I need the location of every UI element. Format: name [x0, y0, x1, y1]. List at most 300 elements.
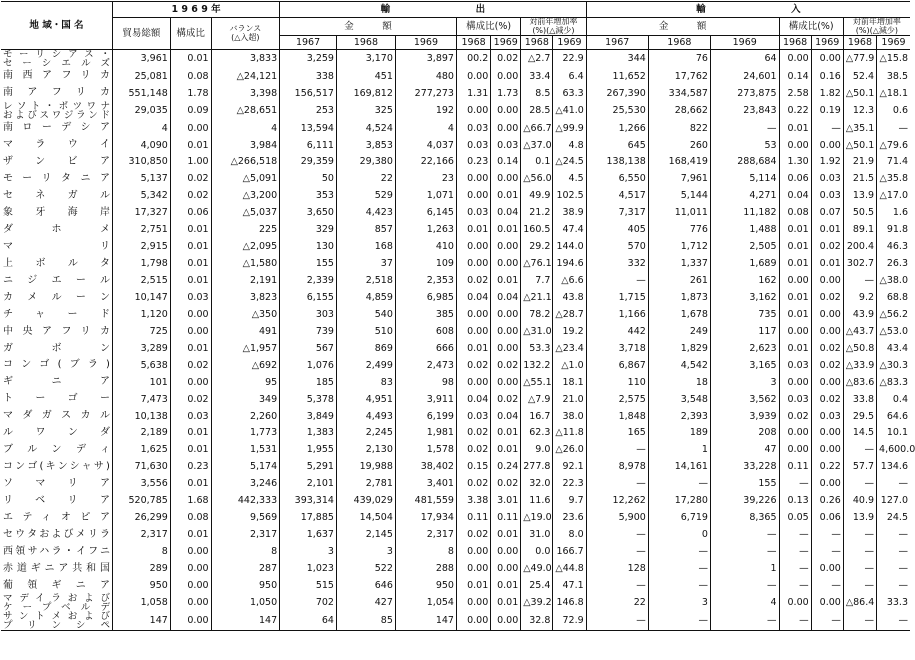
cell-img69: 4,600.0 — [877, 442, 910, 459]
cell-balance: 491 — [211, 323, 280, 340]
cell-img69: 91.8 — [877, 222, 910, 239]
cell-ex69: 1,071 — [395, 188, 456, 205]
cell-exs69: 0.03 — [491, 137, 521, 154]
cell-im68: 1,829 — [648, 340, 710, 357]
cell-total: 7,473 — [112, 391, 170, 408]
region-name: カメルーン — [3, 291, 110, 303]
region-name: ブルンディ — [3, 444, 110, 456]
cell-ex67: 1,076 — [280, 357, 337, 374]
trade-total-header: 貿易総額 — [112, 18, 170, 50]
cell-img69: 71.4 — [877, 154, 910, 171]
cell-ims68: — — [779, 543, 811, 560]
cell-exg69: △41.0 — [553, 102, 586, 120]
cell-exg68: 49.9 — [521, 188, 553, 205]
cell-ex69: 1,981 — [395, 425, 456, 442]
cell-exs69: 0.00 — [491, 238, 521, 255]
cell-ims68: 0.02 — [779, 408, 811, 425]
cell-ims69: 1.92 — [811, 154, 843, 171]
cell-img69: 24.5 — [877, 509, 910, 526]
cell-total: 289 — [112, 560, 170, 577]
cell-share: 0.02 — [170, 171, 211, 188]
cell-share: 0.01 — [170, 137, 211, 154]
region-name: ギニア — [3, 376, 110, 388]
cell-im68: 261 — [648, 272, 710, 289]
region-name — [1, 594, 112, 612]
cell-im67: — — [586, 577, 648, 594]
cell-share: 1.78 — [170, 85, 211, 102]
cell-im69: 155 — [710, 476, 779, 493]
cell-ex68: 3,853 — [336, 137, 395, 154]
table-row — [1, 323, 910, 340]
cell-share: 0.23 — [170, 459, 211, 476]
region-name: ルワンダ — [3, 427, 110, 439]
cell-exg69: 166.7 — [553, 543, 586, 560]
export-1968-header: 1968 — [336, 36, 395, 50]
cell-ex69: 23 — [395, 171, 456, 188]
cell-ex68: 83 — [336, 374, 395, 391]
cell-ims69: 0.00 — [811, 374, 843, 391]
cell-exs69: 0.01 — [491, 442, 521, 459]
cell-exs69: 0.00 — [491, 68, 521, 85]
cell-exg69: 144.0 — [553, 238, 586, 255]
cell-exs68: 0.01 — [456, 340, 490, 357]
cell-im67: 25,530 — [586, 102, 648, 120]
table-body — [1, 49, 915, 632]
cell-exg69: 19.2 — [553, 323, 586, 340]
cell-ex69: 147 — [395, 612, 456, 631]
region-name: セウタおよびメリラ — [3, 528, 110, 540]
cell-total: 1,120 — [112, 306, 170, 323]
cell-exs68: 0.02 — [456, 425, 490, 442]
table-row — [1, 357, 910, 374]
cell-im69: — — [710, 577, 779, 594]
cell-exs68: 0.00 — [456, 374, 490, 391]
cell-exg68: 53.3 — [521, 340, 553, 357]
cell-im68: 1,678 — [648, 306, 710, 323]
table-row — [1, 493, 910, 510]
cell-balance: △24,121 — [211, 68, 280, 85]
cell-im69: 3,939 — [710, 408, 779, 425]
cell-im69: — — [710, 543, 779, 560]
cell-im69: 2,623 — [710, 340, 779, 357]
cell-ex69: 277,273 — [395, 85, 456, 102]
table-row — [1, 205, 910, 222]
cell-total: 147 — [112, 612, 170, 631]
cell-exs68: 0.23 — [456, 154, 490, 171]
cell-im68: 168,419 — [648, 154, 710, 171]
cell-exs69: 0.00 — [491, 323, 521, 340]
cell-im67: — — [586, 612, 648, 631]
cell-share: 0.00 — [170, 612, 211, 631]
cell-exg68: △56.0 — [521, 171, 553, 188]
cell-balance: △1,580 — [211, 255, 280, 272]
cell-img68: △35.1 — [843, 120, 876, 137]
cell-im69: 47 — [710, 442, 779, 459]
cell-ex67: 155 — [280, 255, 337, 272]
import-growth-header: 対前年増加率 (%)(△減少) — [843, 18, 910, 36]
cell-img69: 10.1 — [877, 425, 910, 442]
cell-exs68: 0.04 — [456, 391, 490, 408]
cell-im69: — — [710, 526, 779, 543]
table-row — [1, 85, 910, 102]
cell-ex67: 1,955 — [280, 442, 337, 459]
cell-im68: — — [648, 476, 710, 493]
cell-ims68: — — [779, 560, 811, 577]
cell-balance: 3,984 — [211, 137, 280, 154]
cell-ims68: 0.00 — [779, 594, 811, 612]
region-name-line: ケープベルデ — [3, 602, 110, 614]
cell-ex68: 857 — [336, 222, 395, 239]
cell-total: 1,058 — [112, 594, 170, 612]
cell-im69: 64 — [710, 50, 779, 69]
cell-img68: 200.4 — [843, 238, 876, 255]
region-name — [1, 50, 112, 69]
cell-exs68: 00.2 — [456, 50, 490, 69]
cell-im68: 18 — [648, 374, 710, 391]
cell-im69: 3,165 — [710, 357, 779, 374]
cell-ex69: 410 — [395, 238, 456, 255]
cell-ex69: 2,473 — [395, 357, 456, 374]
cell-ex69: 2,353 — [395, 272, 456, 289]
cell-ex68: 540 — [336, 306, 395, 323]
cell-total: 29,035 — [112, 102, 170, 120]
cell-exs69: 0.04 — [491, 289, 521, 306]
region-name: ザンビア — [3, 156, 110, 168]
cell-img68: 50.5 — [843, 205, 876, 222]
cell-balance: 950 — [211, 577, 280, 594]
cell-im67: 645 — [586, 137, 648, 154]
cell-img68: 21.5 — [843, 171, 876, 188]
table-row — [1, 289, 910, 306]
cell-im69: 8,365 — [710, 509, 779, 526]
cell-ims69: 0.02 — [811, 357, 843, 374]
cell-exg68: 33.4 — [521, 68, 553, 85]
cell-ims69: — — [811, 577, 843, 594]
cell-exs69: 0.00 — [491, 560, 521, 577]
cell-exs68: 0.15 — [456, 459, 490, 476]
cell-ims68: 0.01 — [779, 306, 811, 323]
cell-ims69: 0.02 — [811, 391, 843, 408]
cell-ims68: 0.01 — [779, 120, 811, 137]
region-name-line: マデイラおよび — [3, 593, 110, 605]
cell-ex69: 950 — [395, 577, 456, 594]
export-growth-1969-header: 1969 — [553, 36, 586, 50]
cell-exg68: 0.1 — [521, 154, 553, 171]
cell-ims68: 0.06 — [779, 171, 811, 188]
cell-exg68: 32.0 — [521, 476, 553, 493]
cell-total: 4 — [112, 120, 170, 137]
cell-ex67: 702 — [280, 594, 337, 612]
cell-exg69: △24.5 — [553, 154, 586, 171]
cell-img69: △79.6 — [877, 137, 910, 154]
trade-statistics-sheet — [1, 1, 915, 632]
cell-ims69: 0.00 — [811, 476, 843, 493]
cell-exs68: 0.00 — [456, 560, 490, 577]
cell-im67: 1,166 — [586, 306, 648, 323]
cell-share: 0.01 — [170, 238, 211, 255]
cell-img68: 302.7 — [843, 255, 876, 272]
import-share-header: 構成比(%) — [779, 18, 843, 36]
exports-header: 輸 出 — [280, 2, 586, 18]
cell-balance: 1,050 — [211, 594, 280, 612]
cell-ex69: 109 — [395, 255, 456, 272]
cell-img69: △18.1 — [877, 85, 910, 102]
cell-im69: 3,562 — [710, 391, 779, 408]
cell-ims68: 0.05 — [779, 509, 811, 526]
export-share-1968-header: 1968 — [456, 36, 490, 50]
cell-ims69: 0.00 — [811, 137, 843, 154]
cell-ex68: 4,859 — [336, 289, 395, 306]
table-row — [1, 50, 910, 69]
cell-exs68: 0.01 — [456, 222, 490, 239]
cell-ex69: 17,934 — [395, 509, 456, 526]
cell-share: 0.08 — [170, 68, 211, 85]
cell-ex67: 185 — [280, 374, 337, 391]
cell-balance: 95 — [211, 374, 280, 391]
cell-ims69: 0.07 — [811, 205, 843, 222]
cell-img69: 64.6 — [877, 408, 910, 425]
cell-ims69: 0.00 — [811, 425, 843, 442]
cell-img69: 43.4 — [877, 340, 910, 357]
cell-exg68: △55.1 — [521, 374, 553, 391]
cell-im69: 4,271 — [710, 188, 779, 205]
cell-ex68: 85 — [336, 612, 395, 631]
cell-im67: 22 — [586, 594, 648, 612]
cell-total: 5,342 — [112, 188, 170, 205]
cell-ims69: 0.26 — [811, 493, 843, 510]
region-name: トーゴー — [3, 393, 110, 405]
cell-ims69: 0.00 — [811, 306, 843, 323]
cell-ims69: 0.01 — [811, 255, 843, 272]
table-row — [1, 526, 910, 543]
table-row — [1, 120, 910, 137]
cell-balance: 4 — [211, 120, 280, 137]
cell-ex69: 480 — [395, 68, 456, 85]
region-name-line: セーシエルズ — [3, 58, 110, 69]
cell-balance: 2,317 — [211, 526, 280, 543]
region-name: エティオピア — [3, 511, 110, 523]
cell-exs68: 3.38 — [456, 493, 490, 510]
cell-im67: — — [586, 476, 648, 493]
cell-ex68: 2,781 — [336, 476, 395, 493]
table-row — [1, 425, 910, 442]
cell-img69: — — [877, 120, 910, 137]
cell-exg69: 21.0 — [553, 391, 586, 408]
cell-ex67: 353 — [280, 188, 337, 205]
cell-im69: 39,226 — [710, 493, 779, 510]
cell-ims68: 0.00 — [779, 323, 811, 340]
cell-ex68: 427 — [336, 594, 395, 612]
cell-ex68: 19,988 — [336, 459, 395, 476]
cell-exg68: △66.7 — [521, 120, 553, 137]
cell-exg69: 9.7 — [553, 493, 586, 510]
cell-share: 0.02 — [170, 391, 211, 408]
cell-ex68: 2,518 — [336, 272, 395, 289]
cell-img68: — — [843, 560, 876, 577]
cell-ims68: 0.22 — [779, 102, 811, 120]
cell-exg68: 11.6 — [521, 493, 553, 510]
cell-im67: 267,390 — [586, 85, 648, 102]
cell-ex67: 6,111 — [280, 137, 337, 154]
cell-img68: △50.8 — [843, 340, 876, 357]
cell-im67: 11,652 — [586, 68, 648, 85]
cell-share: 0.00 — [170, 306, 211, 323]
cell-im69: — — [710, 612, 779, 631]
cell-im67: 344 — [586, 50, 648, 69]
cell-ims69: 0.01 — [811, 222, 843, 239]
cell-im67: 5,900 — [586, 509, 648, 526]
cell-img69: 46.3 — [877, 238, 910, 255]
cell-im69: — — [710, 120, 779, 137]
cell-im68: 334,587 — [648, 85, 710, 102]
cell-ex69: 1,054 — [395, 594, 456, 612]
region-name: モーリタニア — [3, 173, 110, 185]
cell-im67: 2,575 — [586, 391, 648, 408]
cell-ex68: 3,170 — [336, 50, 395, 69]
cell-exg68: △2.7 — [521, 50, 553, 69]
region-name: セネガル — [3, 190, 110, 202]
cell-im68: — — [648, 560, 710, 577]
cell-ex69: 1,578 — [395, 442, 456, 459]
cell-ex67: 50 — [280, 171, 337, 188]
cell-total: 2,515 — [112, 272, 170, 289]
table-row — [1, 543, 910, 560]
cell-total: 71,630 — [112, 459, 170, 476]
cell-ims68: 0.03 — [779, 391, 811, 408]
cell-balance: △266,518 — [211, 154, 280, 171]
table-row — [1, 340, 910, 357]
cell-share: 0.00 — [170, 374, 211, 391]
table-row — [1, 171, 910, 188]
cell-share: 0.08 — [170, 509, 211, 526]
cell-ims69: — — [811, 543, 843, 560]
import-growth-1969-header: 1969 — [877, 36, 910, 50]
region-name-line: レソト・ボツワナ — [3, 100, 110, 112]
cell-exs69: 1.73 — [491, 85, 521, 102]
cell-exs69: 0.00 — [491, 255, 521, 272]
cell-ex67: 338 — [280, 68, 337, 85]
table-row — [1, 374, 910, 391]
cell-img68: 52.4 — [843, 68, 876, 85]
cell-ex67: 3,650 — [280, 205, 337, 222]
region-name: コンゴ(キンシャサ) — [3, 461, 110, 473]
cell-balance: △5,037 — [211, 205, 280, 222]
cell-im69: 3,162 — [710, 289, 779, 306]
cell-share: 0.00 — [170, 594, 211, 612]
cell-img69: △38.0 — [877, 272, 910, 289]
table-row — [1, 154, 910, 171]
cell-ex67: 2,101 — [280, 476, 337, 493]
cell-ex68: 22 — [336, 171, 395, 188]
region-name: マラウイ — [3, 139, 110, 151]
cell-exg68: △39.2 — [521, 594, 553, 612]
cell-exs69: 0.04 — [491, 205, 521, 222]
cell-ex69: 98 — [395, 374, 456, 391]
export-1967-header: 1967 — [280, 36, 337, 50]
cell-img69: △56.2 — [877, 306, 910, 323]
cell-ex68: 4,423 — [336, 205, 395, 222]
cell-img68: 33.8 — [843, 391, 876, 408]
cell-im67: — — [586, 543, 648, 560]
cell-exs68: 0.00 — [456, 306, 490, 323]
cell-exs69: 0.01 — [491, 425, 521, 442]
cell-im68: 2,393 — [648, 408, 710, 425]
cell-exg68: 7.7 — [521, 272, 553, 289]
cell-balance: △28,651 — [211, 102, 280, 120]
cell-share: 0.01 — [170, 476, 211, 493]
cell-ex67: 2,339 — [280, 272, 337, 289]
cell-exs69: 0.01 — [491, 577, 521, 594]
cell-im69: 1,488 — [710, 222, 779, 239]
cell-exg68: 28.5 — [521, 102, 553, 120]
cell-share: 0.09 — [170, 102, 211, 120]
cell-ims69: 0.22 — [811, 459, 843, 476]
cell-im68: 17,762 — [648, 68, 710, 85]
cell-im68: — — [648, 612, 710, 631]
region-name — [1, 102, 112, 120]
cell-ex67: 393,314 — [280, 493, 337, 510]
export-share-header: 構成比(%) — [456, 18, 520, 36]
cell-exs69: 3.01 — [491, 493, 521, 510]
cell-exs69: 0.02 — [491, 391, 521, 408]
cell-img69: 0.6 — [877, 102, 910, 120]
cell-im68: 3 — [648, 594, 710, 612]
cell-ex69: 192 — [395, 102, 456, 120]
cell-img69: 127.0 — [877, 493, 910, 510]
cell-exs68: 0.00 — [456, 188, 490, 205]
cell-ims68: 0.00 — [779, 374, 811, 391]
cell-im69: 162 — [710, 272, 779, 289]
cell-im68: — — [648, 577, 710, 594]
region-name-line: プリンシペ — [3, 620, 110, 632]
cell-im68: 776 — [648, 222, 710, 239]
cell-balance: 3,246 — [211, 476, 280, 493]
cell-ex68: 646 — [336, 577, 395, 594]
cell-ex68: 3 — [336, 543, 395, 560]
cell-exg68: 277.8 — [521, 459, 553, 476]
cell-ims68: — — [779, 577, 811, 594]
cell-ims68: 0.04 — [779, 188, 811, 205]
cell-im68: 260 — [648, 137, 710, 154]
cell-ex67: 6,155 — [280, 289, 337, 306]
cell-total: 1,798 — [112, 255, 170, 272]
cell-im68: 1,712 — [648, 238, 710, 255]
cell-im67: 165 — [586, 425, 648, 442]
cell-balance: 287 — [211, 560, 280, 577]
cell-ims68: 0.00 — [779, 425, 811, 442]
cell-ex69: 22,166 — [395, 154, 456, 171]
cell-img69: △17.0 — [877, 188, 910, 205]
cell-exs69: 0.00 — [491, 374, 521, 391]
cell-exs68: 0.02 — [456, 272, 490, 289]
cell-share: 1.00 — [170, 154, 211, 171]
cell-im69: 5,114 — [710, 171, 779, 188]
cell-share: 0.00 — [170, 577, 211, 594]
cell-im67: 332 — [586, 255, 648, 272]
cell-balance: 3,833 — [211, 50, 280, 69]
cell-exs69: 0.00 — [491, 171, 521, 188]
cell-im68: 1,873 — [648, 289, 710, 306]
cell-ims68: 1.30 — [779, 154, 811, 171]
cell-total: 8 — [112, 543, 170, 560]
cell-ex68: 451 — [336, 68, 395, 85]
cell-exg68: △31.0 — [521, 323, 553, 340]
cell-img68: △50.1 — [843, 85, 876, 102]
cell-im67: 7,317 — [586, 205, 648, 222]
cell-im67: 110 — [586, 374, 648, 391]
cell-ims69: — — [811, 120, 843, 137]
cell-ims69: 0.03 — [811, 171, 843, 188]
